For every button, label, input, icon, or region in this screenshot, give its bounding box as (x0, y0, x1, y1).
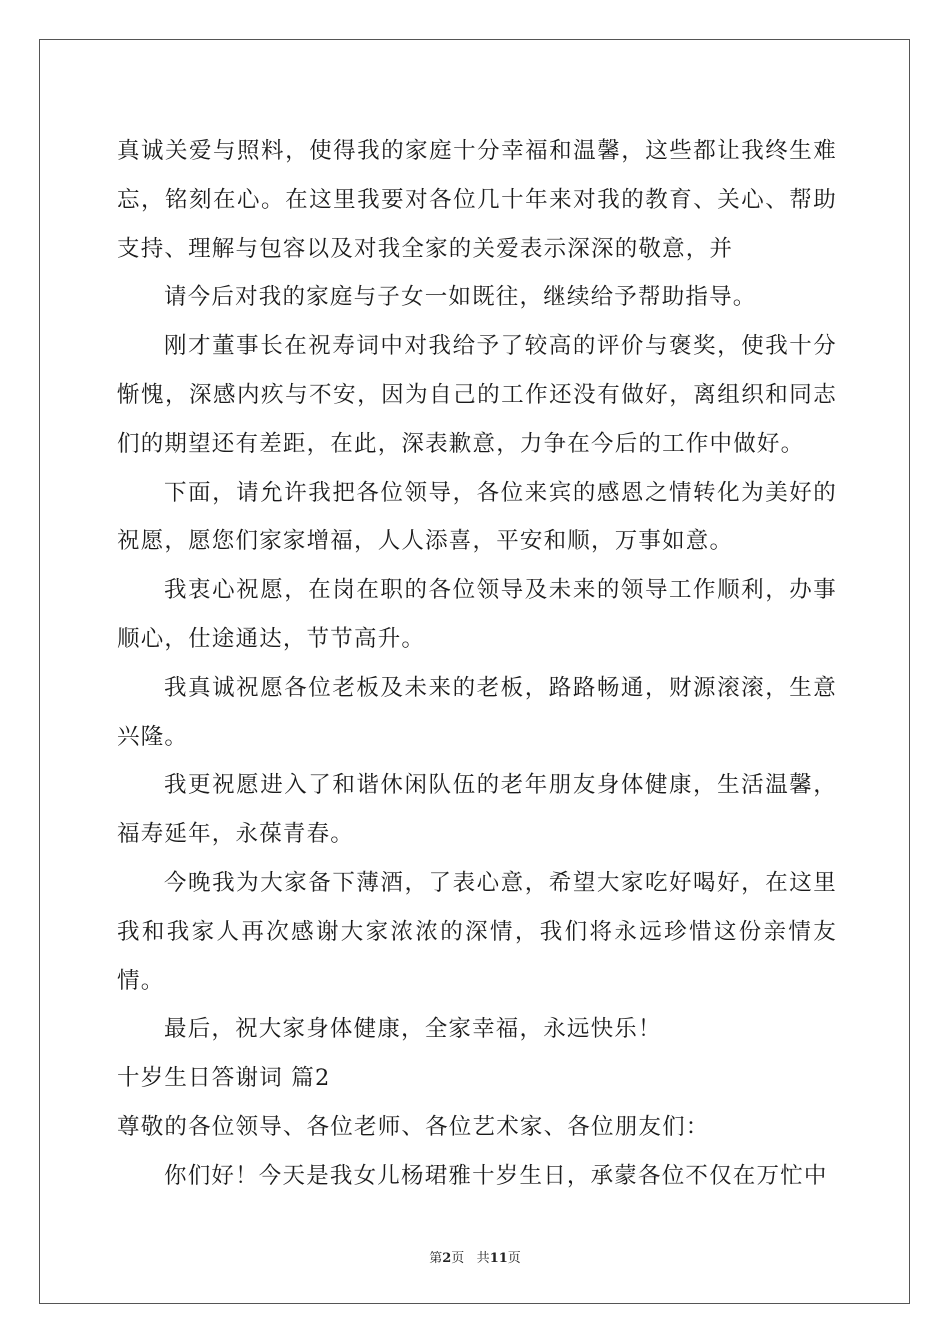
paragraph: 真诚关爱与照料，使得我的家庭十分幸福和温馨，这些都让我终生难忘，铭刻在心。在这里我要对各位几十年来对我的教育、关心、帮助支持、理解与包容以及对我全家的关爱表示深深的敬意，并 (117, 138, 837, 262)
paragraph: 你们好！今天是我女儿杨珺雅十岁生日，承蒙各位不仅在万忙中 (164, 1162, 828, 1189)
document-body (117, 127, 837, 1201)
paragraph: 最后，祝大家身体健康，全家幸福，永远快乐！ (164, 1016, 662, 1043)
paragraph: 我衷心祝愿，在岗在职的各位领导及未来的领导工作顺利，办事顺心，仕途通达，节节高升。 (117, 577, 837, 652)
total-suffix: 页 (507, 1251, 521, 1266)
page-number: 2 (442, 1251, 452, 1266)
paragraph: 我真诚祝愿各位老板及未来的老板，路路畅通，财源滚滚，生意兴隆。 (117, 674, 837, 750)
salutation: 尊敬的各位领导、各位老师、各位艺术家、各位朋友们： (117, 1113, 710, 1140)
paragraph: 我更祝愿进入了和谐休闲队伍的老年朋友身体健康，生活温馨，福寿延年，永葆青春。 (117, 772, 837, 848)
page-footer (0, 1247, 950, 1266)
paragraph: 下面，请允许我把各位领导，各位来宾的感恩之情转化为美好的祝愿，愿您们家家增福，人人添喜，平安和顺，万事如意。 (117, 479, 837, 555)
paragraph: 请今后对我的家庭与子女一如既往，继续给予帮助指导。 (164, 284, 757, 311)
total-prefix: 共 (476, 1251, 490, 1266)
paragraph: 今晚我为大家备下薄酒，了表心意，希望大家吃好喝好，在这里我和我家人再次感谢大家浓浓的深情，我们将永远珍惜这份亲情友情。 (117, 869, 837, 994)
section-heading: 十岁生日答谢词 篇2 (117, 1065, 331, 1092)
paragraph: 刚才董事长在祝寿词中对我给予了较高的评价与褒奖，使我十分惭愧，深感内疚与不安，因为自己的工作还没有做好，离组织和同志们的期望还有差距，在此，深表歉意，力争在今后的工作中做好。 (117, 333, 837, 457)
total-pages: 11 (489, 1251, 508, 1266)
page-suffix: 页 (451, 1251, 465, 1266)
page-prefix: 第 (429, 1251, 443, 1266)
